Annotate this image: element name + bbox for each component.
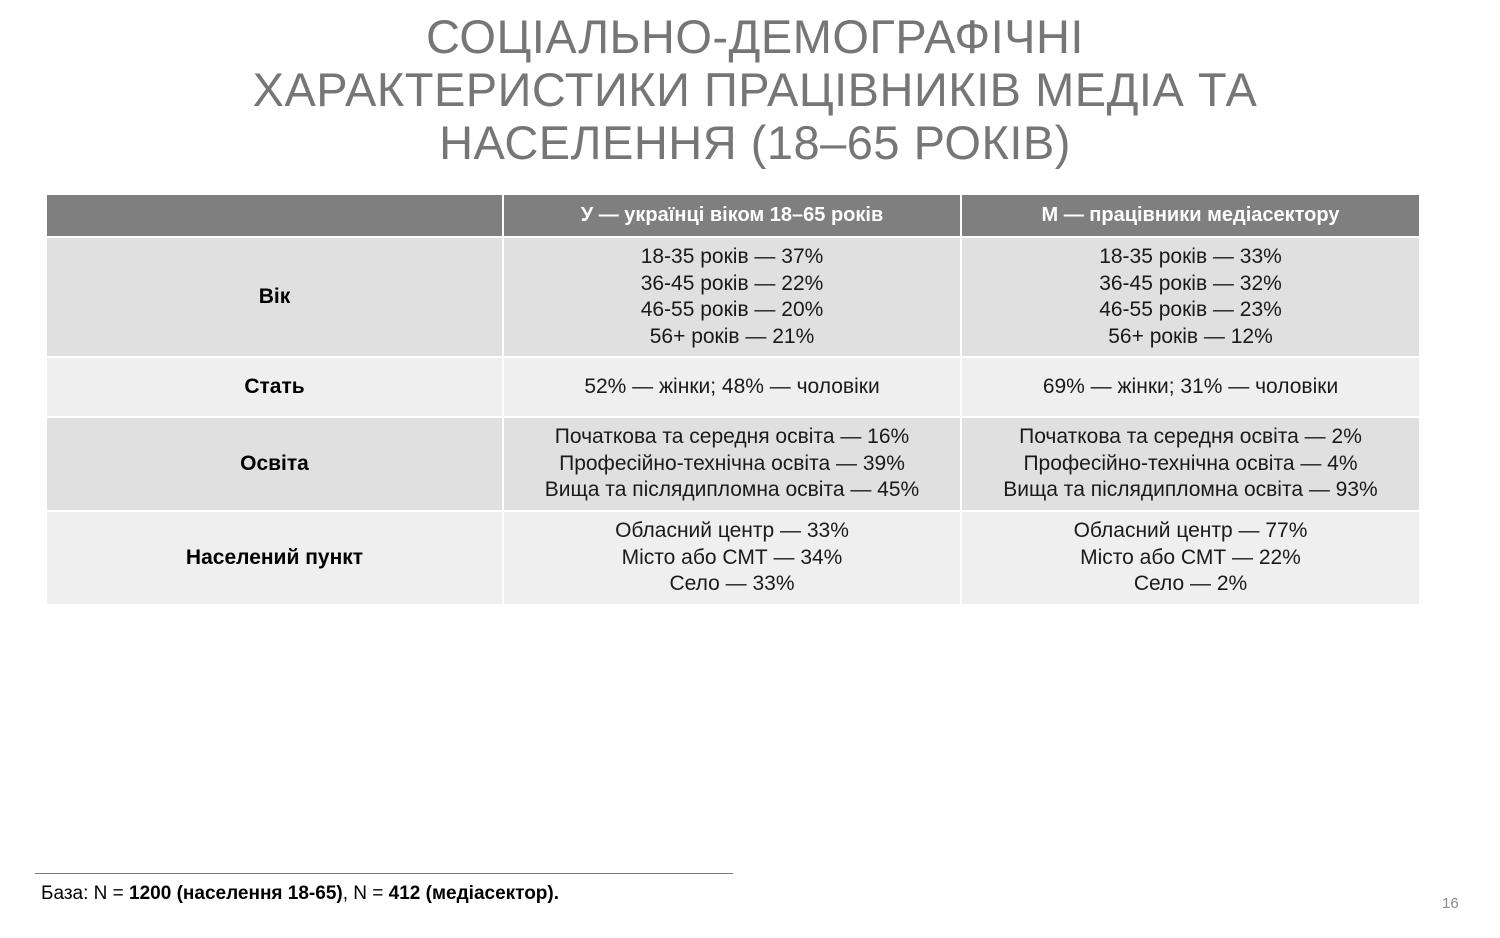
education-population-line: Початкова та середня освіта — 16% — [554, 425, 910, 449]
table-row-education — [46, 417, 1420, 511]
education-media-line: Вища та післядипломна освіта — 93% — [1003, 478, 1378, 502]
education-population-line: Вища та післядипломна освіта — 45% — [544, 478, 920, 502]
row-label-settlement: Населений пункт — [46, 511, 503, 605]
table-row-age — [46, 237, 1420, 357]
education-population-line: Професійно-технічна освіта — 39% — [559, 451, 905, 475]
title-line-1: СОЦІАЛЬНО-ДЕМОГРАФІЧНІ — [426, 10, 1084, 63]
settlement-media-line: Село — 2% — [1133, 572, 1248, 596]
sex-media-cell — [961, 357, 1420, 417]
sex-media-line: 69% — жінки; 31% — чоловіки — [1042, 374, 1339, 398]
settlement-population-line: Село — 33% — [669, 572, 795, 596]
settlement-media-line: Обласний центр — 77% — [1073, 519, 1308, 543]
age-population-line: 56+ років — 21% — [649, 324, 815, 348]
page-number: 16 — [1442, 895, 1459, 912]
education-media-line: Початкова та середня освіта — 2% — [1019, 425, 1362, 449]
age-population-line: 36-45 років — 22% — [640, 271, 824, 295]
sex-population-line: 52% — жінки; 48% — чоловіки — [584, 374, 880, 398]
sex-population-cell — [503, 357, 961, 417]
settlement-media-cell — [961, 511, 1420, 605]
table-header-row — [46, 194, 1420, 237]
footnote-prefix: База: N = — [41, 883, 130, 904]
settlement-population-cell — [503, 511, 961, 605]
footnote-middle: , N = — [342, 883, 389, 904]
row-label-education: Освіта — [46, 417, 503, 511]
age-media-line: 36-45 років — 32% — [1099, 271, 1282, 295]
row-label-age: Вік — [46, 237, 503, 357]
age-media-line: 46-55 років — 23% — [1099, 298, 1282, 321]
header-population: У — українці віком 18–65 років — [503, 194, 961, 237]
settlement-population-line: Місто або СМТ — 34% — [621, 545, 843, 569]
age-media-line: 18-35 років — 33% — [1099, 245, 1282, 268]
row-label-sex: Стать — [46, 357, 503, 417]
title-line-2: ХАРАКТЕРИСТИКИ ПРАЦІВНИКІВ МЕДІА ТА — [252, 63, 1258, 116]
table-row-sex — [46, 357, 1420, 417]
footnote-population-base: 1200 (населення 18-65) — [129, 883, 343, 904]
footnote — [41, 883, 559, 905]
education-media-cell — [961, 417, 1420, 511]
title-line-3: НАСЕЛЕННЯ (18–65 РОКІВ) — [439, 116, 1071, 169]
footnote-divider — [35, 873, 733, 874]
age-media-line: 56+ років — 12% — [1108, 324, 1273, 348]
header-media-workers: М — працівники медіасектору — [961, 194, 1420, 237]
footnote-media-base: 412 (медіасектор). — [388, 883, 560, 904]
settlement-media-line: Місто або СМТ — 22% — [1080, 545, 1301, 569]
demographics-table — [45, 193, 1421, 606]
header-blank-cell — [46, 194, 503, 237]
education-media-line: Професійно-технічна освіта — 4% — [1023, 451, 1358, 475]
age-population-line: 46-55 років — 20% — [640, 298, 824, 321]
slide-title — [150, 10, 1360, 169]
age-media-cell — [961, 237, 1420, 357]
settlement-population-line: Обласний центр — 33% — [615, 519, 849, 543]
age-population-line: 18-35 років — 37% — [640, 245, 824, 268]
table-row-settlement — [46, 511, 1420, 605]
education-population-cell — [503, 417, 961, 511]
age-population-cell — [503, 237, 961, 357]
